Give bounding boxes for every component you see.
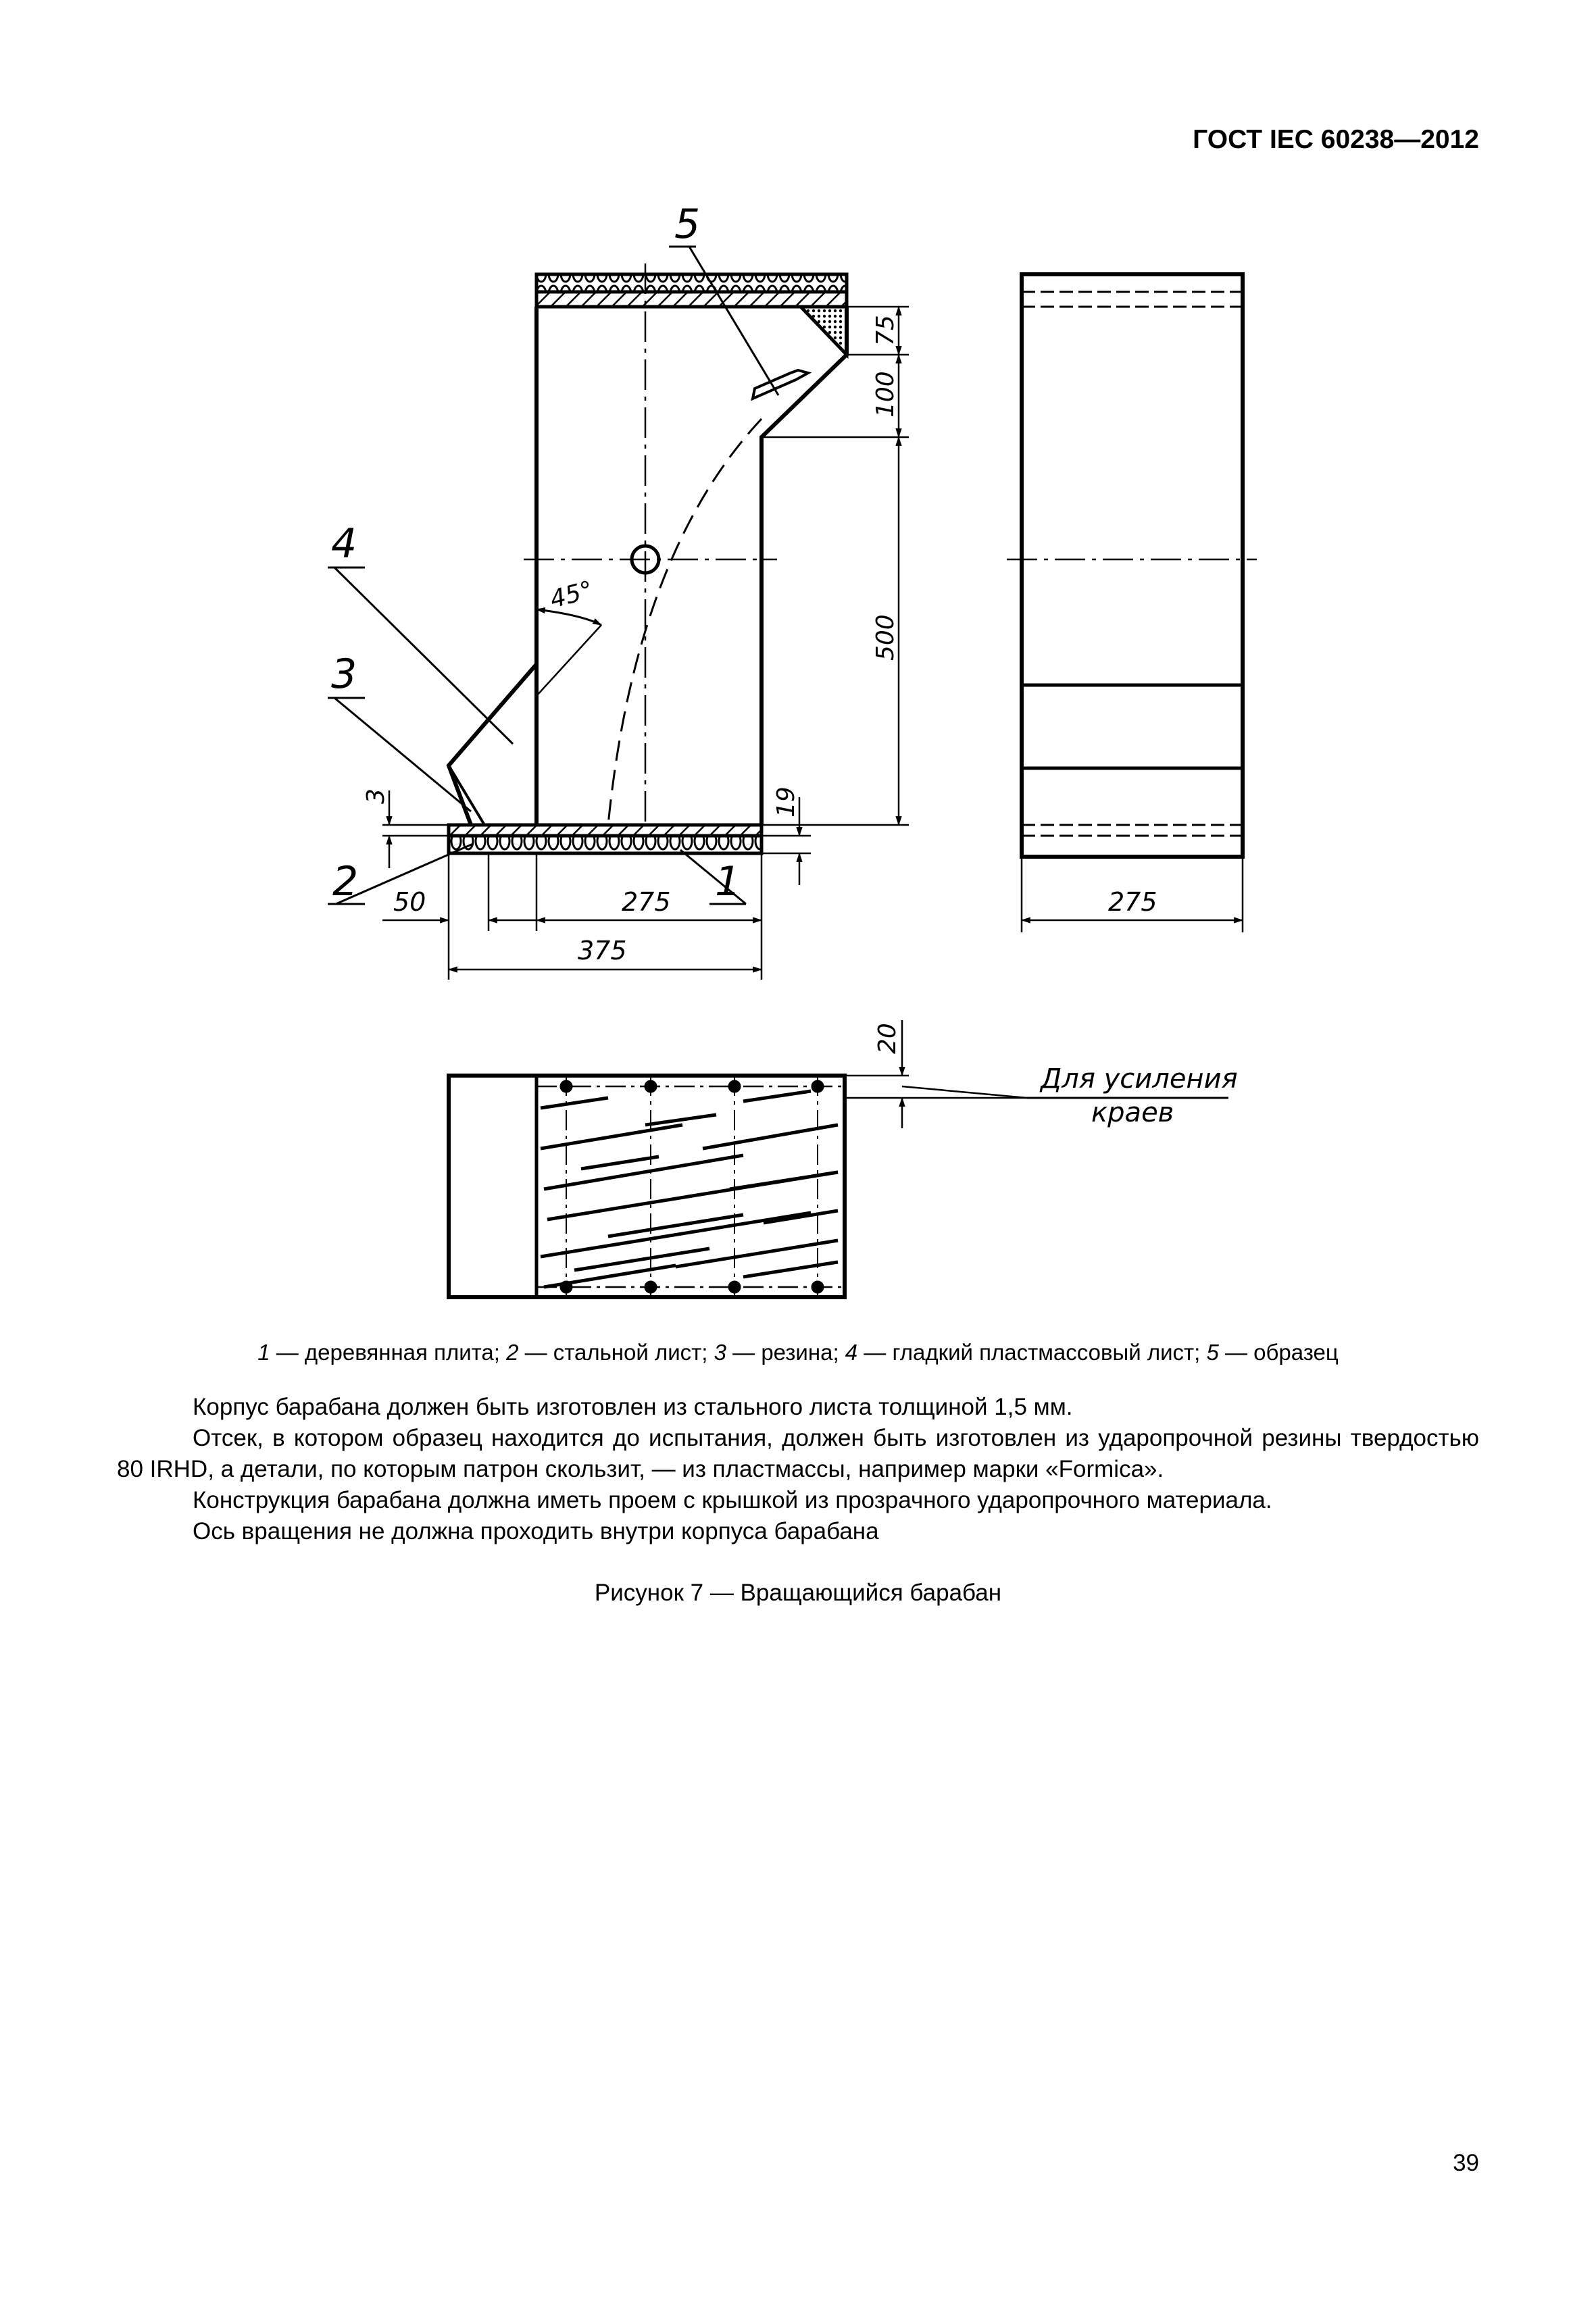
- note-edge-reinforcement-line2: краев: [1091, 1097, 1174, 1128]
- side-view: [1007, 274, 1257, 932]
- legend-text: — гладкий пластмассовый лист;: [857, 1340, 1207, 1365]
- dim-275-side: 275: [1108, 887, 1157, 917]
- sample: [753, 370, 808, 399]
- dim-20: 20: [874, 1023, 901, 1054]
- figure-caption: Рисунок 7 — Вращающийся барабан: [594, 1580, 1002, 1606]
- top-steel-sheet: [537, 292, 847, 307]
- callout-4: 4: [331, 520, 357, 568]
- legend-num: 2: [506, 1340, 519, 1365]
- plastic-sheet: [449, 664, 537, 825]
- dim-500: 500: [872, 614, 899, 661]
- top-wood-board: [537, 274, 847, 292]
- note-paragraph: Ось вращения не должна проходить внутри корпуса барабана: [193, 1518, 879, 1544]
- bottom-view: [449, 1020, 1228, 1297]
- dim-75: 75: [872, 315, 899, 346]
- note-paragraph: Конструкция барабана должна иметь проем с крышкой из прозрачного ударопрочного материала.: [193, 1487, 1272, 1513]
- note-paragraph: Отсек, в котором образец находится до испытания, должен быть изготовлен из ударопрочной резины твердостью 80 IRHD, а детали, по которым патрон скользит, — из пластмассы, например марки «Formica».: [117, 1425, 1479, 1482]
- dim-375: 375: [578, 936, 627, 965]
- figure-notes: [117, 1392, 1479, 1547]
- callout-2: 2: [332, 858, 359, 905]
- dim-275-front: 275: [622, 887, 671, 917]
- document-code: ГОСТ IEC 60238—2012: [1193, 125, 1479, 154]
- page-number: 39: [1453, 2150, 1479, 2176]
- callout-5: 5: [674, 201, 701, 248]
- legend-num: 3: [714, 1340, 726, 1365]
- bottom-wood-board: [449, 836, 762, 853]
- note-edge-reinforcement-line1: Для усиления: [1041, 1063, 1238, 1095]
- rubber-corner: [801, 307, 847, 355]
- dim-3: 3: [362, 788, 390, 804]
- legend-num: 4: [845, 1340, 858, 1365]
- note-paragraph: Корпус барабана должен быть изготовлен из стального листа толщиной 1,5 мм.: [193, 1394, 1073, 1420]
- figure-legend: [0, 1340, 1596, 1365]
- legend-text: — стальной лист;: [518, 1340, 714, 1365]
- callout-1: 1: [715, 858, 741, 905]
- front-view: [328, 247, 909, 980]
- legend-num: 1: [257, 1340, 270, 1365]
- legend-text: — резина;: [726, 1340, 845, 1365]
- dim-50: 50: [393, 887, 426, 917]
- callout-3: 3: [331, 651, 357, 698]
- dim-100: 100: [872, 371, 899, 418]
- legend-text: — деревянная плита;: [270, 1340, 507, 1365]
- legend-num: 5: [1206, 1340, 1219, 1365]
- angle-label: 45°: [547, 576, 596, 614]
- legend-text: — образец: [1218, 1340, 1339, 1365]
- dim-19: 19: [772, 786, 800, 818]
